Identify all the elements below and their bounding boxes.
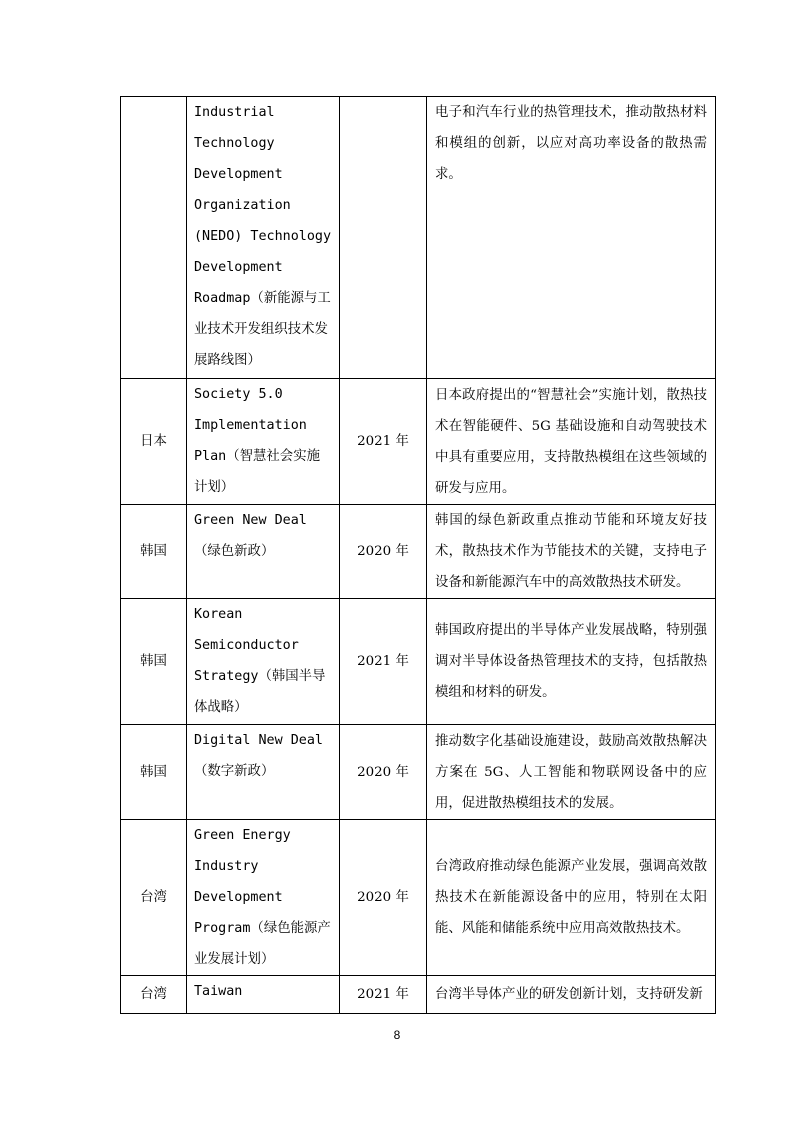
year-cell: 2020 年 — [340, 820, 427, 976]
region-cell: 韩国 — [121, 725, 187, 820]
policy-name-cell: Taiwan — [187, 976, 340, 1014]
description-cell: 日本政府提出的“智慧社会”实施计划，散热技术在智能硬件、5G 基础设施和自动驾驶技术中具有重要应用，支持散热模组在这些领域的研发与应用。 — [427, 379, 716, 505]
region-cell: 韩国 — [121, 505, 187, 599]
table-row — [121, 379, 716, 505]
table-row — [121, 505, 716, 599]
table-row — [121, 97, 716, 379]
description-cell: 台湾半导体产业的研发创新计划，支持研发新 — [427, 976, 716, 1014]
year-cell: 2021 年 — [340, 976, 427, 1014]
region-cell: 韩国 — [121, 599, 187, 725]
policy-name-cell: Industrial Technology Development Organization (NEDO) Technology Development Roadmap（新能源与工业技术开发组织技术发展路线图） — [187, 97, 340, 379]
region-cell: 台湾 — [121, 820, 187, 976]
year-cell: 2020 年 — [340, 725, 427, 820]
table-row — [121, 599, 716, 725]
table-row — [121, 976, 716, 1014]
page-number: 8 — [393, 1028, 401, 1042]
year-cell: 2021 年 — [340, 379, 427, 505]
table-row — [121, 725, 716, 820]
year-cell: 2020 年 — [340, 505, 427, 599]
description-cell: 推动数字化基础设施建设，鼓励高效散热解决方案在 5G、人工智能和物联网设备中的应用，促进散热模组技术的发展。 — [427, 725, 716, 820]
description-cell: 电子和汽车行业的热管理技术，推动散热材料和模组的创新，以应对高功率设备的散热需求。 — [427, 97, 716, 379]
policy-name-cell: Society 5.0 Implementation Plan（智慧社会实施计划） — [187, 379, 340, 505]
policy-name-cell: Digital New Deal（数字新政） — [187, 725, 340, 820]
region-cell — [121, 97, 187, 379]
policy-table — [120, 96, 716, 1014]
policy-name-cell: Green Energy Industry Development Program（绿色能源产业发展计划） — [187, 820, 340, 976]
table-row — [121, 820, 716, 976]
year-cell: 2021 年 — [340, 599, 427, 725]
description-cell: 韩国政府提出的半导体产业发展战略，特别强调对半导体设备热管理技术的支持，包括散热模组和材料的研发。 — [427, 599, 716, 725]
region-cell: 日本 — [121, 379, 187, 505]
year-cell — [340, 97, 427, 379]
region-cell: 台湾 — [121, 976, 187, 1014]
description-cell: 台湾政府推动绿色能源产业发展，强调高效散热技术在新能源设备中的应用，特别在太阳能、风能和储能系统中应用高效散热技术。 — [427, 820, 716, 976]
policy-name-cell: Green New Deal（绿色新政） — [187, 505, 340, 599]
description-cell: 韩国的绿色新政重点推动节能和环境友好技术，散热技术作为节能技术的关键，支持电子设备和新能源汽车中的高效散热技术研发。 — [427, 505, 716, 599]
policy-name-cell: Korean Semiconductor Strategy（韩国半导体战略） — [187, 599, 340, 725]
